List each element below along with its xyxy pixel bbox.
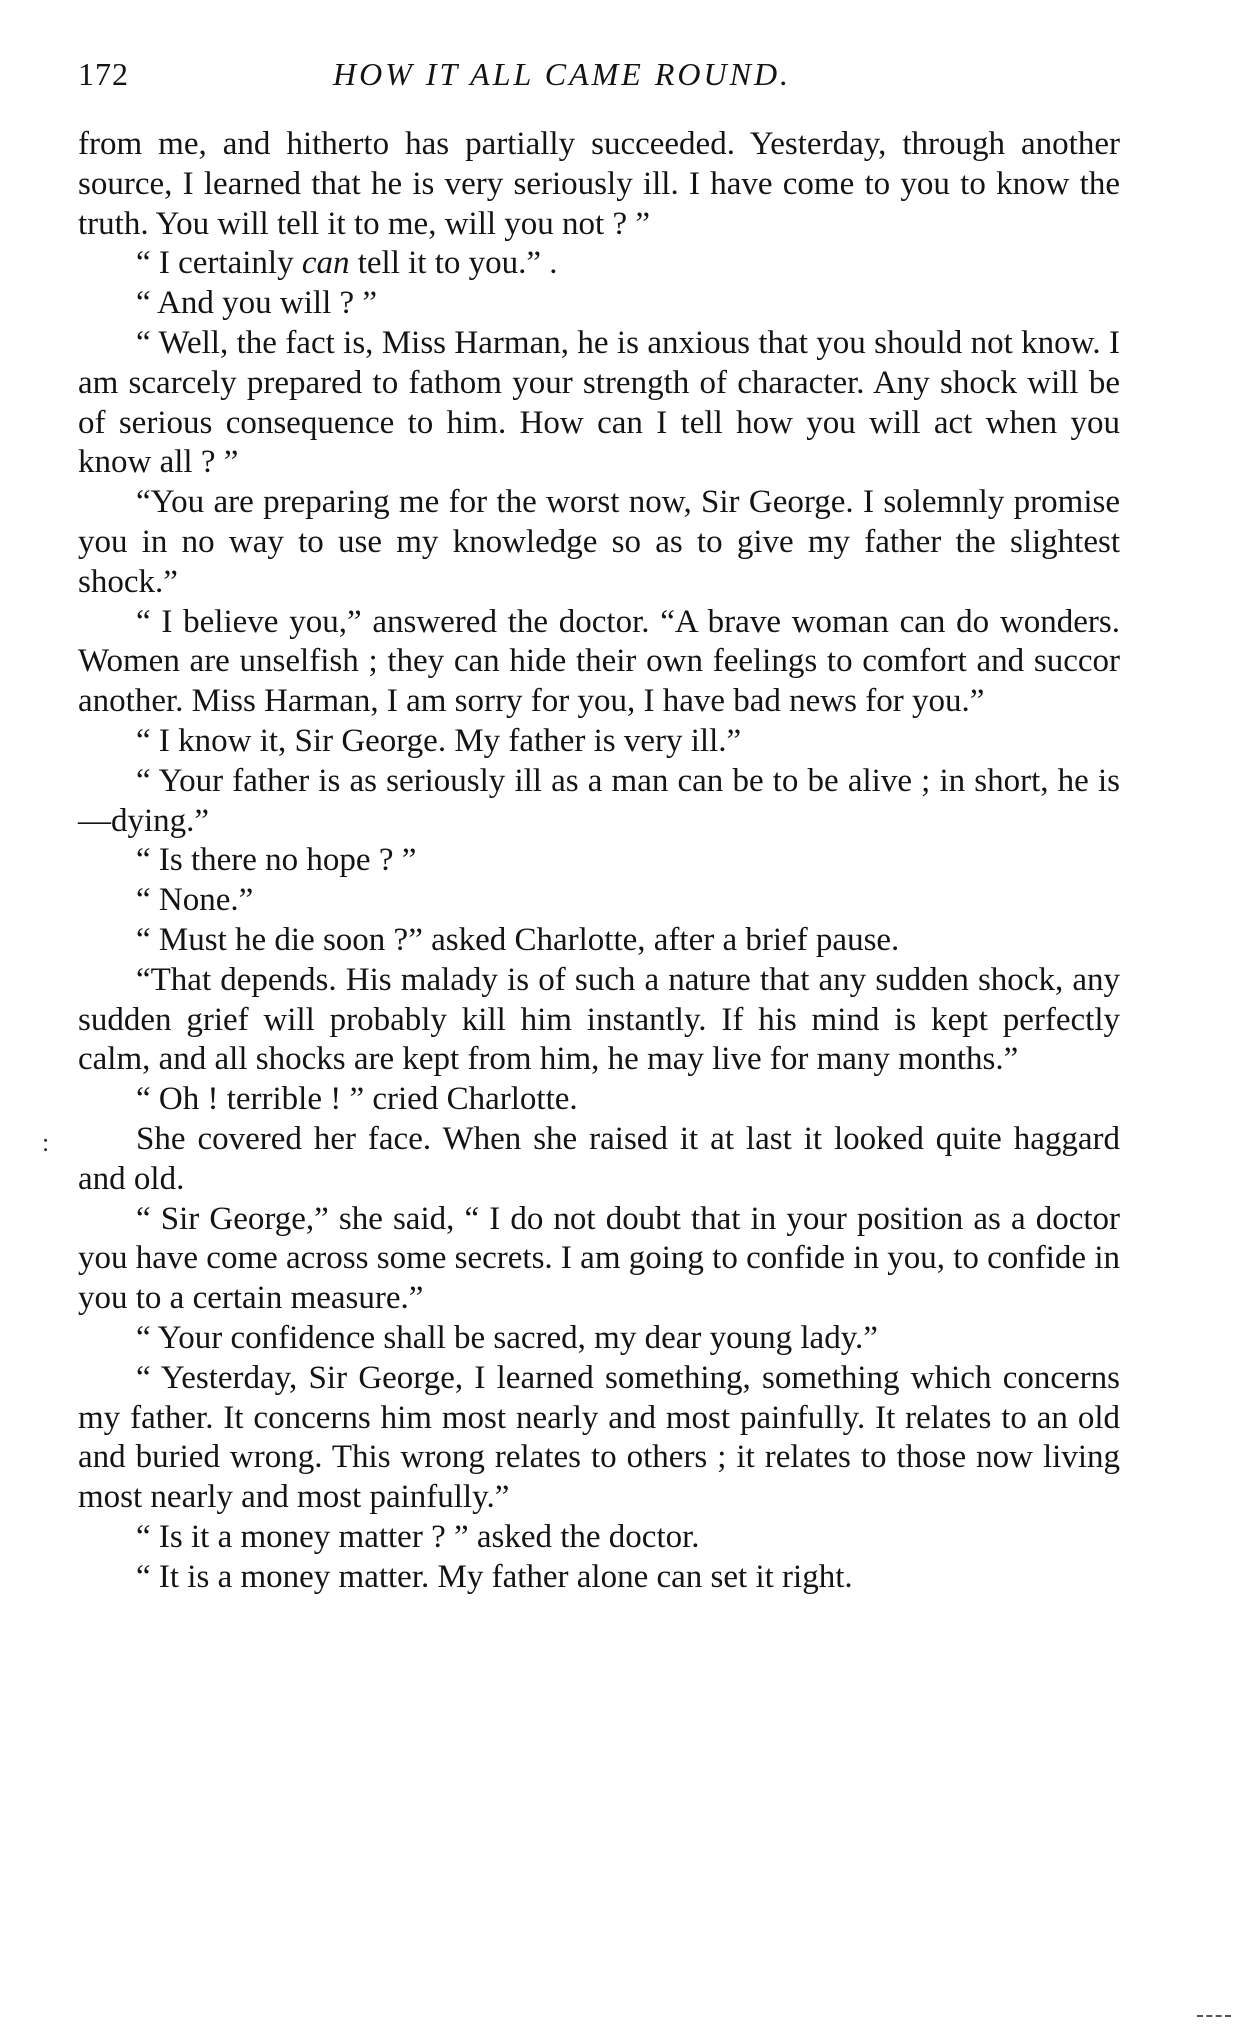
paragraph: “ It is a money matter. My father alone can set it right. [136, 1558, 853, 1595]
paragraph: “ Is there no hope ? ” [136, 842, 417, 879]
paragraph [78, 244, 1120, 284]
paragraph: from me, and hitherto has partially succeeded. Yesterday, through another source, I learned that he is very seriously ill. I have come to you to know the truth. You will tell it to me, will you not ? ” [78, 126, 1120, 242]
paragraph: “ Your father is as seriously ill as a man can be to be alive ; in short, he is—dying.” [78, 762, 1120, 839]
paragraph: “ Is it a money matter ? ” asked the doctor. [136, 1518, 700, 1555]
paragraph: “That depends. His malady is of such a nature that any sudden shock, any sudden grief will probably kill him instantly. If his mind is kept perfectly calm, and all shocks are kept from him, he may live for many months.” [78, 961, 1120, 1078]
page-number: 172 [78, 56, 129, 92]
scan-corner-mark [1197, 2015, 1231, 2020]
body-text [78, 125, 1120, 1597]
running-head [78, 56, 1118, 100]
paragraph: “ Sir George,” she said, “ I do not doubt that in your position as a doctor you have come across some secrets. I am going to confide in you, to confide in you to a certain measure.” [78, 1200, 1120, 1317]
paragraph: “ I know it, Sir George. My father is very ill.” [136, 722, 742, 759]
paragraph: “You are preparing me for the worst now, Sir George. I solemnly promise you in no way to use my knowledge so as to give my father the slightest shock.” [78, 484, 1120, 600]
paragraph: “ Well, the fact is, Miss Harman, he is anxious that you should not know. I am scarcely prepared to fathom your strength of character. Any shock will be of serious consequence to him. How can I tell how you will act when you know all ? ” [78, 324, 1120, 481]
emphasis-text: can [301, 245, 350, 282]
paragraph: “ And you will ? ” [136, 285, 378, 322]
paragraph: “ Yesterday, Sir George, I learned something, something which concerns my father. It concerns him most nearly and most painfully. It relates to an old and buried wrong. This wrong relates to others ; it relates to those now living most nearly and most painfully.” [78, 1359, 1120, 1516]
paragraph: She covered her face. When she raised it at last it looked quite haggard and old. [78, 1120, 1120, 1197]
running-title: HOW IT ALL CAME ROUND. [333, 56, 792, 92]
paragraph: “ I believe you,” answered the doctor. “A brave woman can do wonders. Women are unselfish ; they can hide their own feelings to comfort and succor another. Miss Harman, I am sorry for you, I have bad news for you.” [78, 603, 1120, 720]
margin-mark: : [42, 1128, 50, 1157]
paragraph: “ Your confidence shall be sacred, my dear young lady.” [136, 1319, 878, 1356]
paragraph-text: “ I certainly [136, 245, 302, 282]
paragraph-text: tell it to you.” . [349, 245, 558, 282]
paragraph: “ None.” [136, 882, 254, 919]
paragraph: “ Oh ! terrible ! ” cried Charlotte. [136, 1081, 578, 1118]
paragraph: “ Must he die soon ?” asked Charlotte, after a brief pause. [136, 921, 900, 958]
